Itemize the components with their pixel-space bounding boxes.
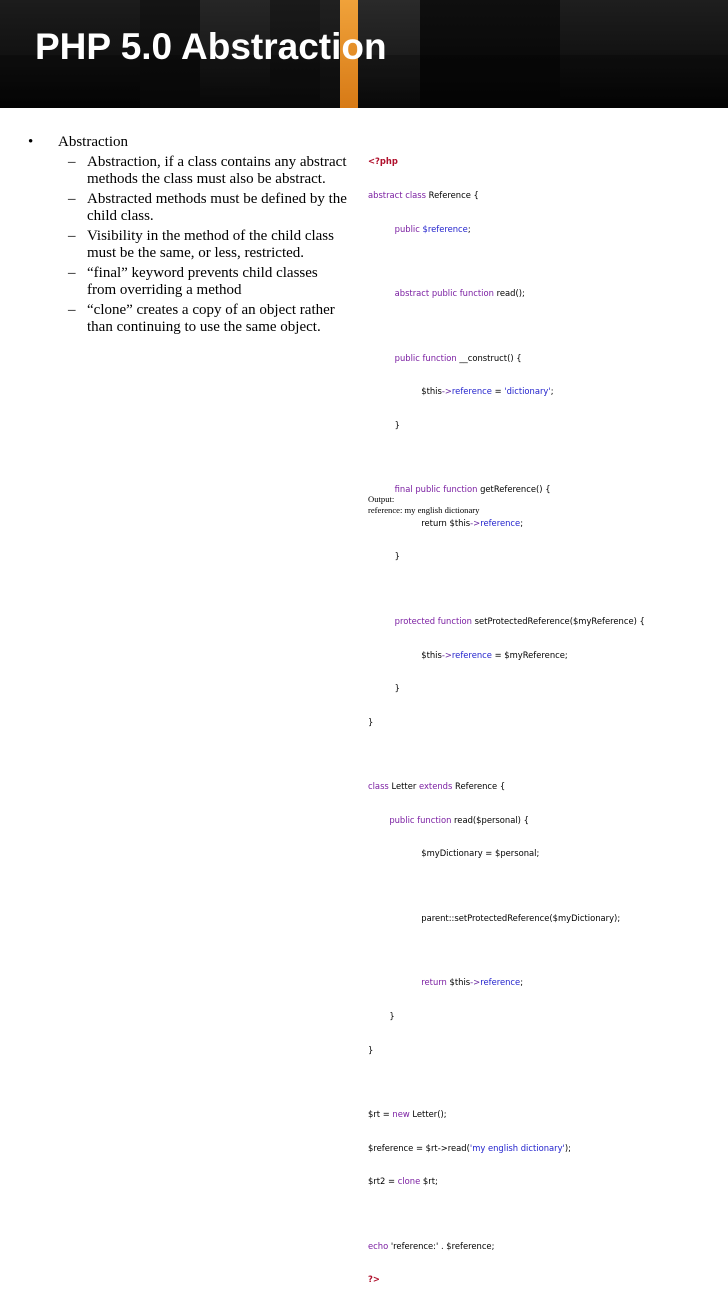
sub-bullet-item [28,265,348,299]
code-line: $reference = $rt->read('my english dictionary'); [368,1142,571,1153]
bullet-text: Abstraction [58,134,128,150]
bullet-item-main [28,134,348,151]
code-line: $this->reference = 'dictionary'; [421,386,554,397]
sub-bullet-item [28,154,348,188]
code-blank [368,1078,708,1087]
code-blank [368,585,708,594]
slide-title: PHP 5.0 Abstraction [35,26,387,67]
bullet-dot-icon: • [28,134,34,150]
dash-icon: – [68,265,76,281]
sub-bullet-text: Abstracted methods must be defined by the child class. [87,191,347,224]
code-blank [368,257,708,266]
code-line: public $reference; [394,223,471,234]
code-line: return $this->reference; [421,977,524,988]
code-line: $rt = new Letter(); [368,1109,447,1120]
sub-bullet-item [28,228,348,262]
code-line: protected function setProtectedReference($myReference) { [394,615,645,626]
output-value: reference: my english dictionary [368,505,480,515]
code-line: abstract class Reference { [368,190,479,200]
sub-bullet-text: “clone” creates a copy of an object rather than continuing to use the same object. [87,302,335,335]
code-line: $this->reference = $myReference; [421,649,568,660]
code-line: } [368,716,374,727]
dash-icon: – [68,154,76,170]
output-block [368,494,668,516]
code-line: public function read($personal) { [389,814,529,825]
output-label: Output: [368,494,395,504]
sub-bullet-text: Visibility in the method of the child class must be the same, or less, restricted. [87,228,334,261]
dash-icon: – [68,228,76,244]
code-line: } [394,683,400,694]
code-line: final public function getReference() { [394,484,551,495]
sub-bullet-item [28,302,348,336]
sub-bullet-text: Abstraction, if a class contains any abstract methods the class must also be abstract. [87,154,347,187]
code-block [368,134,708,1297]
code-line: <?php [368,156,398,167]
code-blank [368,1210,708,1219]
code-line: return $this->reference; [421,517,524,528]
sub-bullet-text: “final” keyword prevents child classes from overriding a method [87,265,318,298]
code-line: abstract public function read(); [394,288,525,299]
code-blank [368,322,708,331]
code-line: class Letter extends Reference { [368,781,506,792]
code-blank [368,750,708,759]
bullet-list [28,134,348,339]
dash-icon: – [68,302,76,318]
code-line: } [389,1011,395,1022]
sub-bullet-item [28,191,348,225]
code-line: $rt2 = clone $rt; [368,1176,438,1187]
code-line: } [368,1044,374,1055]
code-blank [368,882,708,891]
code-line: ?> [368,1274,380,1285]
slide-header [0,0,728,108]
code-line: parent::setProtectedReference($myDictionary); [421,912,621,923]
code-line: $myDictionary = $personal; [421,848,540,859]
code-line: } [394,419,400,430]
code-blank [368,947,708,956]
dash-icon: – [68,191,76,207]
code-line: public function __construct() { [394,352,522,363]
code-blank [368,453,708,462]
code-line: echo 'reference:' . $reference; [368,1240,495,1251]
code-line: } [394,551,400,562]
